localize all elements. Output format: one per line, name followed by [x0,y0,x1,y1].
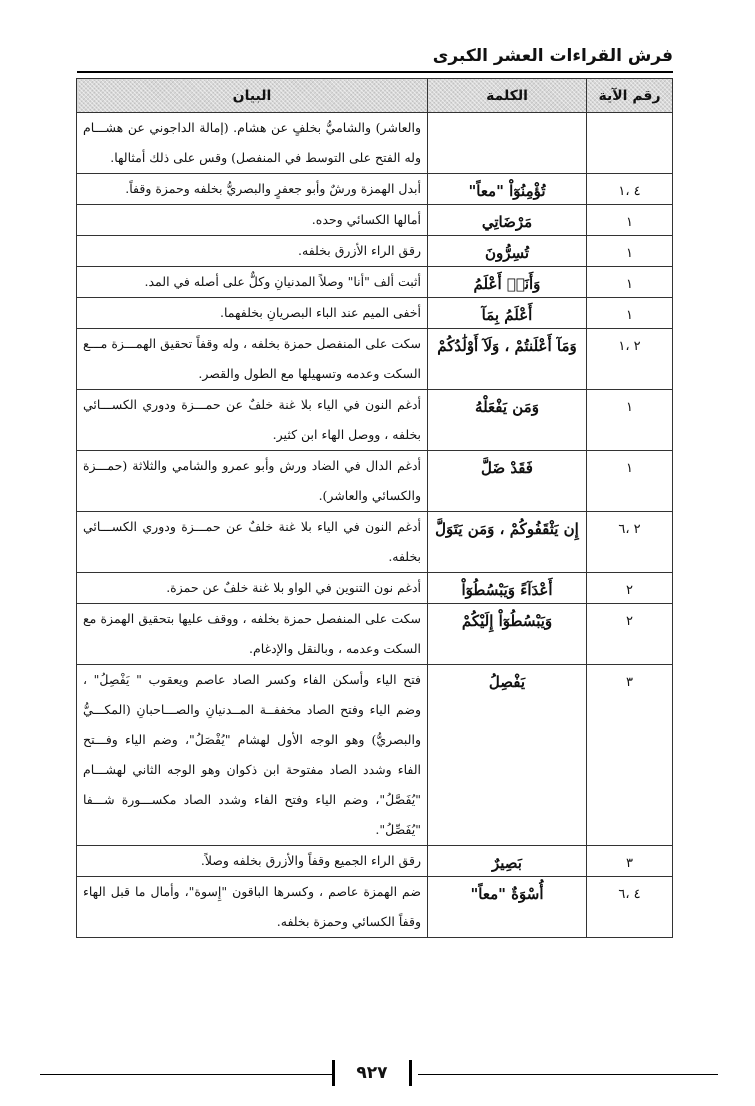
description-line: أدغم الدال في الضاد ورش وأبو عمرو والشامي والثلاثة (حمـــزة [83,458,421,473]
quran-word-cell: أُسْوَةٌ "معاً" [428,877,587,938]
ayah-number-cell: ٤ ،١ [587,174,673,205]
qiraat-table-container [77,78,673,938]
description-line: رقق الراء الجميع وقفاً والأزرق بخلفه وصلاً. [200,853,421,868]
ayah-number-cell: ١ [587,267,673,298]
ayah-number-cell: ٢ [587,604,673,665]
footer-rule-right [418,1074,718,1075]
description-cell [77,512,428,573]
description-line: والعاشر) والشاميُّ بخلفٍ عن هشام. (إمالة الداجوني عن هشـــام [83,120,421,135]
description-line: بخلفه. [388,549,421,564]
quran-word-cell: فَقَدْ ضَلَّ [428,451,587,512]
quran-word-cell: وَمَن يَفْعَلْهُ [428,390,587,451]
description-cell [77,205,428,236]
description-line: وله الفتح على التوسط في المنفصل) وقس على ذلك أمثالها. [110,150,421,165]
description-cell [77,113,428,174]
table-row [77,604,673,665]
table-row [77,113,673,174]
description-line: وضم الياء وفتح الصاد مخففــة المــدنيانِ والصـــاحبانِ (المكـــيُّ [83,702,421,717]
ayah-number-cell: ١ [587,390,673,451]
description-cell [77,390,428,451]
table-row [77,390,673,451]
description-line: السكت وعدمه ، وبالنقل والإدغام. [249,641,421,656]
description-line: فتح الياء وأسكن الفاء وكسر الصاد عاصم ويعقوب " يَفْصِلُ" ، [83,672,421,687]
quran-word-cell: أَعْدَآءً وَيَبْسُطُوٓاْ [428,573,587,604]
quran-word-cell: تُؤْمِنُوٓاْ "معاً" [428,174,587,205]
quran-word-cell: بَصِيرٌ [428,846,587,877]
table-row [77,298,673,329]
header-description: البيان [77,79,428,113]
description-line: أثبت ألف "أنا" وصلاً المدنيانِ وكلٌّ على أصله في المد. [144,274,421,289]
description-line: السكت وعدمه وتسهيلها مع الطول والقصر. [198,366,421,381]
quran-word-cell: وَأَنَا۠ أَعْلَمُ [428,267,587,298]
description-line: سكت على المنفصل حمزة بخلفه ، ووقف عليها بتحقيق الهمزة مع [83,611,421,626]
table-body [77,113,673,938]
description-line: بخلفه ، ووصل الهاء ابن كثير. [272,427,421,442]
table-row [77,665,673,846]
description-cell [77,451,428,512]
header-word: الكلمة [428,79,587,113]
description-line: أخفى الميم عند الباء البصريانِ بخلفهما. [220,305,421,320]
ayah-number-cell: ١ [587,236,673,267]
ayah-number-cell: ٢ [587,573,673,604]
table-row [77,877,673,938]
quran-word-cell: أَعْلَمُ بِمَآ [428,298,587,329]
description-line: "يُفَصَّلُ"، وضم الياء وفتح الفاء وشدد الصاد مكســـورة شـــفا [83,792,421,807]
description-line: أدغم النون في الياء بلا غنة خلفٌ عن حمـــزة ودوري الكســـائي [83,519,421,534]
table-row [77,267,673,298]
table-row [77,846,673,877]
description-cell [77,665,428,846]
description-cell [77,174,428,205]
quran-word-cell: يَفْصِلُ [428,665,587,846]
ayah-number-cell: ٣ [587,665,673,846]
qiraat-table [76,78,673,938]
ayah-number-cell: ١ [587,298,673,329]
description-cell [77,877,428,938]
description-cell [77,236,428,267]
ayah-number-cell: ٤ ،٦ [587,877,673,938]
description-cell [77,604,428,665]
description-line: أبدل الهمزة ورشٌ وأبو جعفرٍ والبصريُّ بخلفه وحمزة وقفاً. [125,181,421,196]
page-number: ٩٢٧ [356,1063,388,1083]
quran-word-cell: مَرْضَاتِي [428,205,587,236]
description-line: سكت على المنفصل حمزة بخلفه ، وله وقفاً تحقيق الهمـــزة مـــع [83,336,421,351]
footer-bar-left [332,1060,335,1086]
description-line: "يُفَصِّلُ". [375,822,421,837]
description-line: وقفاً الكسائي وحمزة بخلفه. [276,914,421,929]
ayah-number-cell: ٣ [587,846,673,877]
quran-word-cell: تُسِرُّونَ [428,236,587,267]
description-line: أمالها الكسائي وحده. [311,212,421,227]
header-rule [77,71,673,73]
description-cell [77,846,428,877]
table-header-row [77,79,673,113]
table-row [77,329,673,390]
ayah-number-cell [587,113,673,174]
description-cell [77,329,428,390]
description-line: والكسائي والعاشر). [318,488,421,503]
quran-word-cell: وَمَآ أَعْلَنتُمْ ، وَلَآ أَوْلَٰدُكُمْ [428,329,587,390]
table-row [77,573,673,604]
table-row [77,512,673,573]
header-ayah-number: رقم الآية [587,79,673,113]
description-line: أدغم النون في الياء بلا غنة خلفٌ عن حمـــزة ودوري الكســـائي [83,397,421,412]
description-line: والبصريُّ) وهو الوجه الأول لهشام "يُفْصَلُ"، وضم الياء وفـــتح [83,732,421,747]
description-cell [77,267,428,298]
ayah-number-cell: ٢ ،١ [587,329,673,390]
description-line: الفاء وشدد الصاد مفتوحة ابن ذكوان وهو الوجه الثاني لهشـــام [83,762,421,777]
footer-rule-left [40,1074,332,1075]
quran-word-cell [428,113,587,174]
description-cell [77,298,428,329]
table-row [77,236,673,267]
ayah-number-cell: ٢ ،٦ [587,512,673,573]
description-line: ضم الهمزة عاصم ، وكسرها الباقون "إِسوة"، وأمال ما قبل الهاء [83,884,421,899]
quran-word-cell: وَيَبْسُطُوٓاْ إِلَيْكُمْ [428,604,587,665]
description-cell [77,573,428,604]
table-row [77,205,673,236]
ayah-number-cell: ١ [587,451,673,512]
description-line: أدغم نون التنوين في الواو بلا غنة خلفٌ عن حمزة. [166,580,421,595]
description-line: رقق الراء الأزرق بخلفه. [298,243,421,258]
table-row [77,451,673,512]
book-title: فرش القراءات العشر الكبرى [432,46,673,66]
quran-word-cell: إِن يَثْقَفُوكُمْ ، وَمَن يَتَوَلَّ [428,512,587,573]
table-row [77,174,673,205]
footer-bar-right [409,1060,412,1086]
ayah-number-cell: ١ [587,205,673,236]
